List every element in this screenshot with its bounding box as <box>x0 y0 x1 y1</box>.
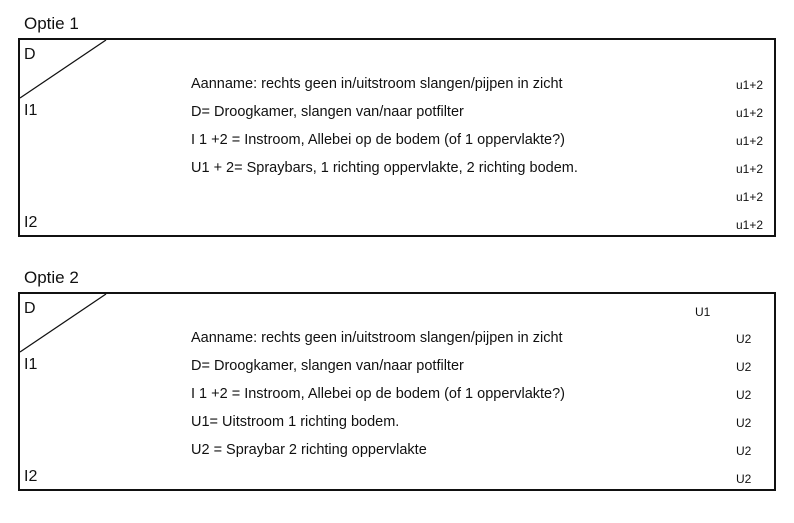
option-2-section <box>18 268 776 493</box>
option-1-label-i2: I2 <box>24 214 38 231</box>
option-1-note-d: D= Droogkamer, slangen van/naar potfilter <box>191 104 464 120</box>
option-1-right-label: u1+2 <box>736 134 764 148</box>
option-1-title: Optie 1 <box>24 14 79 33</box>
option-2-right-label: U2 <box>736 444 752 458</box>
option-1-note-u: U1 + 2= Spraybars, 1 richting oppervlakte, 2 richting bodem. <box>191 160 578 176</box>
option-2-note-u2: U2 = Spraybar 2 richting oppervlakte <box>191 442 427 458</box>
option-2-right-label: U2 <box>736 388 752 402</box>
option-1-section <box>18 14 776 239</box>
option-2-note-u1: U1= Uitstroom 1 richting bodem. <box>191 414 400 430</box>
option-2-label-i2: I2 <box>24 468 38 485</box>
option-2-right-label: U2 <box>736 472 752 486</box>
option-1-note-i: I 1 +2 = Instroom, Allebei op de bodem (of 1 oppervlakte?) <box>191 132 566 148</box>
option-2-right-label: U2 <box>736 416 752 430</box>
option-2-top-label-u1: U1 <box>695 305 711 319</box>
option-2-note-d: D= Droogkamer, slangen van/naar potfilter <box>191 358 464 374</box>
option-2-note-i: I 1 +2 = Instroom, Allebei op de bodem (of 1 oppervlakte?) <box>191 386 566 402</box>
option-1-label-d: D <box>24 46 36 63</box>
option-1-right-label: u1+2 <box>736 106 764 120</box>
option-1-note-assumption: Aanname: rechts geen in/uitstroom slangen/pijpen in zicht <box>191 76 563 92</box>
option-2-right-label: U2 <box>736 332 752 346</box>
option-1-diagram-box <box>18 38 776 237</box>
option-2-diagram-box <box>18 292 776 491</box>
option-1-label-i1: I1 <box>24 102 38 119</box>
option-1-right-label: u1+2 <box>736 218 764 232</box>
option-2-right-label: U2 <box>736 360 752 374</box>
option-2-note-assumption: Aanname: rechts geen in/uitstroom slangen/pijpen in zicht <box>191 330 563 346</box>
option-2-label-i1: I1 <box>24 356 38 373</box>
option-2-label-d: D <box>24 300 36 317</box>
option-1-right-label: u1+2 <box>736 162 764 176</box>
option-2-title: Optie 2 <box>24 268 79 287</box>
option-1-right-label: u1+2 <box>736 78 764 92</box>
option-1-right-label: u1+2 <box>736 190 764 204</box>
